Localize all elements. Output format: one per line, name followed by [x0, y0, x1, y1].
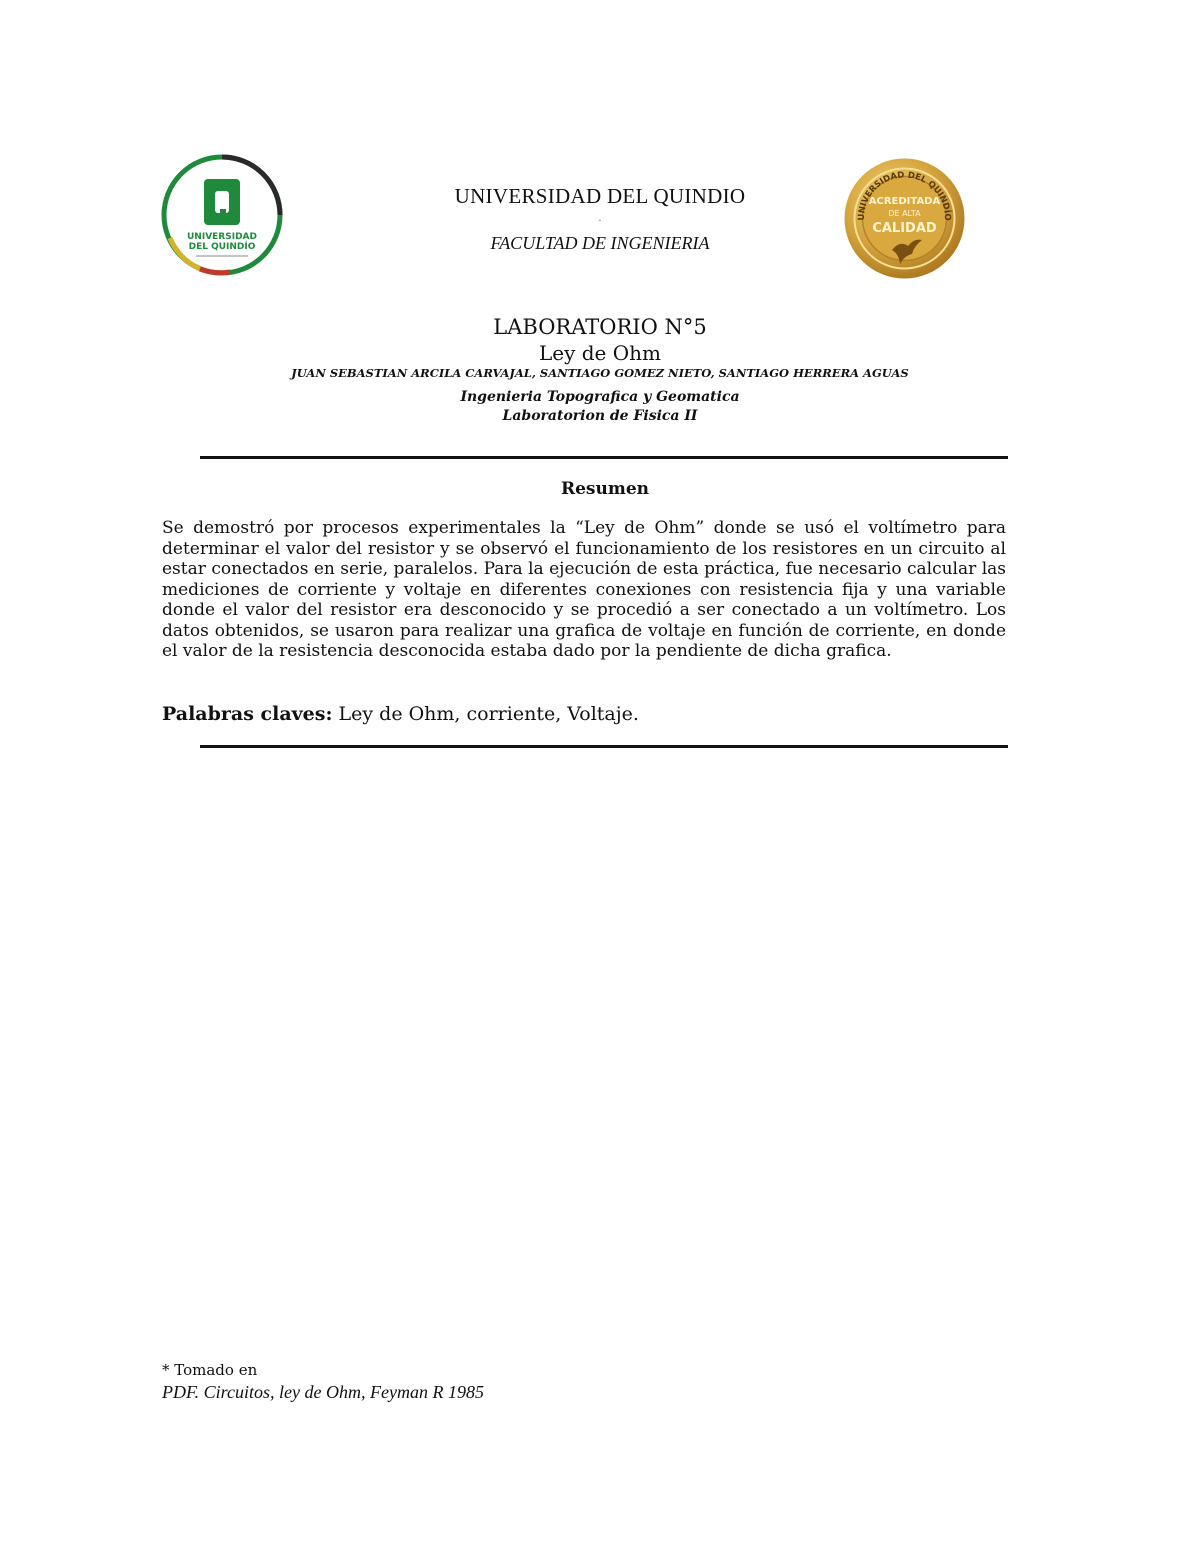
- abstract-body: Se demostró por procesos experimentales la “Ley de Ohm” donde se usó el voltímetro para determinar el valor del resistor y se observó el funcionamiento de los resistores en un circuito al estar conectados en serie, paralelos. Para la ejecución de esta práctica, fue necesario calcular las mediciones de corriente y voltaje en diferentes conexiones con resistencia fija y una variable donde el valor del resistor era desconocido y se procedió a ser conectado a un voltímetro. Los datos obtenidos, se usaron para realizar una grafica de voltaje en función de corriente, en donde el valor de la resistencia desconocida estaba dado por la pendiente de dicha grafica.: [162, 518, 1006, 661]
- seal-line2: DE ALTA: [888, 209, 921, 218]
- bottom-divider: [200, 745, 1008, 748]
- footnote: * Tomado en: [162, 1361, 258, 1379]
- seal-ring-text: UNIVERSIDAD DEL QUINDÍO: [856, 170, 953, 221]
- accreditation-seal: [842, 156, 967, 281]
- logo-text-line2: DEL QUINDÍO: [188, 242, 256, 252]
- lab-title: LABORATORIO N°5: [493, 315, 707, 339]
- faculty-name: FACULTAD DE INGENIERIA: [490, 233, 710, 253]
- keywords-value: Ley de Ohm, corriente, Voltaje.: [332, 703, 639, 725]
- abstract-heading: Resumen: [560, 479, 650, 499]
- university-name: UNIVERSIDAD DEL QUINDIO: [454, 184, 746, 208]
- seal-line1: ACREDITADA: [868, 196, 941, 207]
- authors: JUAN SEBASTIAN ARCILA CARVAJAL, SANTIAGO GOMEZ NIETO, SANTIAGO HERRERA AGUAS: [291, 366, 909, 380]
- keywords: [162, 703, 1006, 725]
- top-divider: [200, 456, 1008, 459]
- course-name: Laboratorion de Fisica II: [502, 408, 698, 424]
- lab-subtitle: Ley de Ohm: [538, 341, 661, 365]
- logo-text-line1: UNIVERSIDAD: [187, 232, 257, 242]
- seal-line3: CALIDAD: [872, 221, 937, 236]
- program-name: Ingenieria Topografica y Geomatica: [460, 389, 740, 405]
- keywords-label: Palabras claves:: [162, 703, 333, 725]
- header-separator: .: [598, 213, 602, 224]
- reference: PDF. Circuitos, ley de Ohm, Feyman R 1985: [162, 1382, 484, 1402]
- university-logo: [160, 153, 284, 277]
